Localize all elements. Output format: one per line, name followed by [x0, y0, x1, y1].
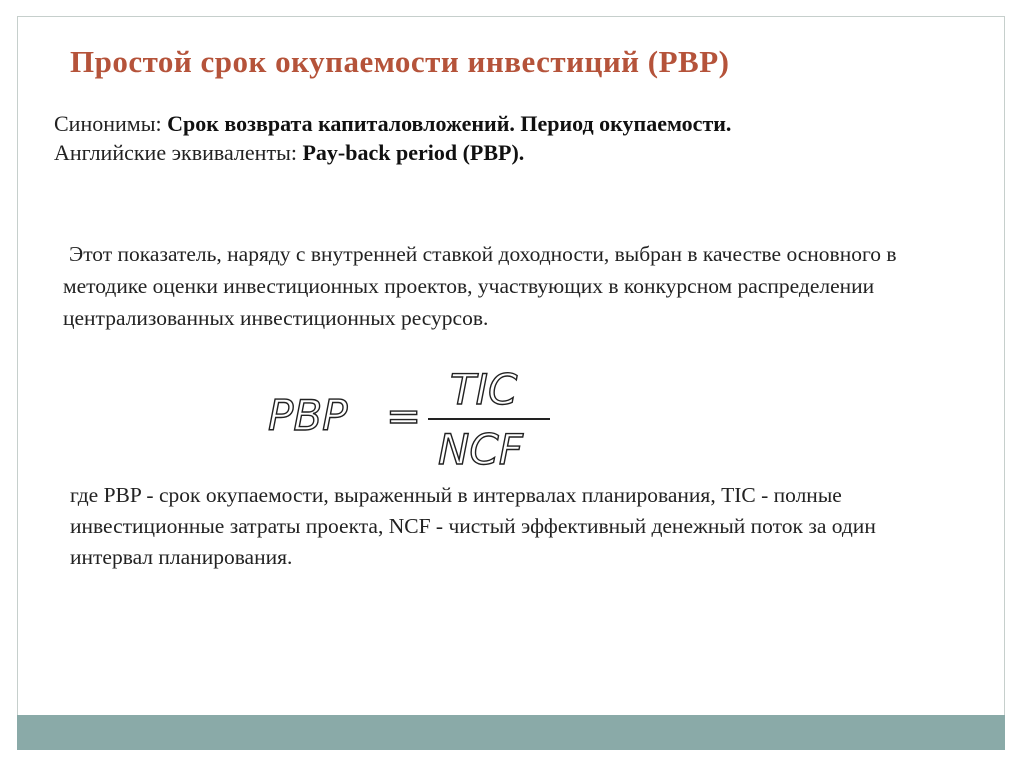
formula-equals: =	[386, 391, 422, 440]
english-equivalents-text: Pay-back period (PBP).	[302, 140, 525, 165]
synonyms-block	[54, 109, 814, 167]
english-equivalents-label: Английские эквиваленты:	[54, 140, 303, 165]
synonyms-label: Синонимы:	[54, 111, 168, 136]
formula-denominator: NCF	[438, 425, 523, 473]
description-paragraph: Этот показатель, наряду с внутренней ставкой доходности, выбран в качестве основного в методике оценки инвестиционных проектов, участвующих в конкурсном распределении централизованных инвестиционных ресурсов.	[63, 242, 897, 330]
formula-legend: где PBP - срок окупаемости, выраженный в интервалах планирования, TIC - полные инвестиционные затраты проекта, NCF - чистый эффективный денежный поток за один интервал планирования.	[70, 483, 876, 569]
slide-title: Простой срок окупаемости инвестиций (PBP)	[70, 44, 730, 79]
synonyms-text: Срок возврата капиталовложений. Период окупаемости.	[167, 111, 732, 136]
formula-numerator: TIC	[450, 368, 518, 414]
pbp-formula	[262, 368, 562, 473]
formula-lhs: PBP	[268, 391, 348, 440]
footer-bar	[17, 715, 1005, 750]
formula-graphic	[262, 368, 562, 473]
